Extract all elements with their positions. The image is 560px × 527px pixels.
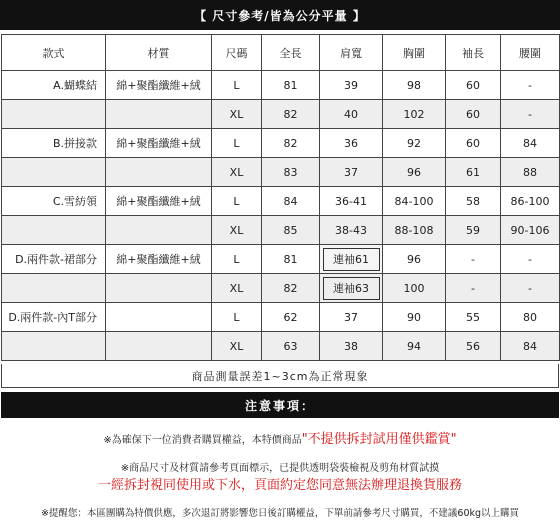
cell-chest: 96	[383, 158, 446, 187]
cell-shoulder: 38	[320, 332, 383, 361]
cell-shoulder: 連袖61	[320, 245, 383, 274]
table-row	[2, 216, 560, 245]
cell-style	[2, 216, 106, 245]
cell-chest: 98	[383, 71, 446, 100]
cell-sleeve: 60	[446, 100, 501, 129]
cell-material	[106, 216, 212, 245]
cell-style	[2, 274, 106, 303]
table-row	[2, 100, 560, 129]
cell-length: 81	[262, 245, 320, 274]
cell-sleeve: 60	[446, 129, 501, 158]
cell-sleeve: 56	[446, 332, 501, 361]
cell-shoulder: 39	[320, 71, 383, 100]
notice-2-text: ※商品尺寸及材質請參考頁面標示，已提供透明袋裝檢視及剪角材質試摸	[120, 463, 440, 474]
cell-size: XL	[212, 216, 262, 245]
cell-style: B.拼接款	[2, 129, 106, 158]
notice-3-text: ※提醒您：本區團購為特價供應，多次退訂將影響您日後訂購權益，下單前請參考尺寸購買，不建議60kg以上購買	[40, 508, 520, 519]
table-row	[2, 332, 560, 361]
cell-length: 84	[262, 187, 320, 216]
measurement-note: 商品測量誤差1~3cm為正常現象	[1, 364, 559, 388]
cell-length: 63	[262, 332, 320, 361]
cell-shoulder: 連袖63	[320, 274, 383, 303]
header-style: 款式	[2, 35, 106, 71]
cell-waist: 88	[501, 158, 560, 187]
cell-material: 綿+聚酯纖維+絨	[106, 187, 212, 216]
notice-title: 注意事項：	[1, 392, 559, 418]
notice-line-1	[0, 428, 560, 447]
cell-waist: 86-100	[501, 187, 560, 216]
cell-material: 綿+聚酯纖維+絨	[106, 245, 212, 274]
cell-shoulder: 38-43	[320, 216, 383, 245]
table-header-row	[2, 35, 560, 71]
cell-shoulder: 37	[320, 158, 383, 187]
cell-waist: 80	[501, 303, 560, 332]
notice-1-text: ※為確保下一位消費者購買權益，本特價商品	[103, 435, 302, 446]
cell-length: 81	[262, 71, 320, 100]
cell-length: 82	[262, 100, 320, 129]
cell-sleeve: 61	[446, 158, 501, 187]
cell-chest: 84-100	[383, 187, 446, 216]
size-reference-title: 【 尺寸參考/皆為公分平量 】	[0, 0, 560, 30]
cell-material	[106, 100, 212, 129]
notice-1-emphasis: "不提供拆封試用僅供鑑賞"	[301, 432, 457, 447]
cell-material	[106, 274, 212, 303]
table-row	[2, 71, 560, 100]
cell-chest: 92	[383, 129, 446, 158]
cell-chest: 100	[383, 274, 446, 303]
cell-size: XL	[212, 274, 262, 303]
cell-chest: 94	[383, 332, 446, 361]
cell-material	[106, 158, 212, 187]
cell-waist: 90-106	[501, 216, 560, 245]
cell-size: L	[212, 187, 262, 216]
cell-style	[2, 158, 106, 187]
cell-style: C.雪紡領	[2, 187, 106, 216]
table-row	[2, 158, 560, 187]
cell-length: 85	[262, 216, 320, 245]
cell-style	[2, 100, 106, 129]
table-row	[2, 129, 560, 158]
cell-size: L	[212, 129, 262, 158]
table-row	[2, 303, 560, 332]
notice-2-emphasis: 一經拆封視同使用或下水，頁面約定您同意無法辦理退換貨服務	[97, 478, 462, 493]
cell-style	[2, 332, 106, 361]
cell-sleeve: 60	[446, 71, 501, 100]
cell-length: 82	[262, 129, 320, 158]
cell-material	[106, 303, 212, 332]
cell-size: XL	[212, 332, 262, 361]
cell-waist: -	[501, 274, 560, 303]
table-row	[2, 245, 560, 274]
header-chest: 胸圍	[383, 35, 446, 71]
cell-sleeve: -	[446, 245, 501, 274]
cell-size: XL	[212, 100, 262, 129]
size-table	[1, 34, 560, 361]
cell-waist: 84	[501, 332, 560, 361]
cell-style: A.蝴蝶結	[2, 71, 106, 100]
header-waist: 腰圍	[501, 35, 560, 71]
cell-style: D.兩件款-裙部分	[2, 245, 106, 274]
cell-sleeve: 55	[446, 303, 501, 332]
cell-chest: 90	[383, 303, 446, 332]
cell-style: D.兩件款-內T部分	[2, 303, 106, 332]
cell-waist: -	[501, 100, 560, 129]
header-length: 全長	[262, 35, 320, 71]
cell-length: 62	[262, 303, 320, 332]
cell-shoulder: 36-41	[320, 187, 383, 216]
header-shoulder: 肩寬	[320, 35, 383, 71]
cell-length: 83	[262, 158, 320, 187]
header-material: 材質	[106, 35, 212, 71]
cell-sleeve: 58	[446, 187, 501, 216]
cell-chest: 88-108	[383, 216, 446, 245]
table-row	[2, 187, 560, 216]
cell-size: XL	[212, 158, 262, 187]
header-size: 尺碼	[212, 35, 262, 71]
cell-size: L	[212, 303, 262, 332]
cell-waist: -	[501, 71, 560, 100]
cell-shoulder: 37	[320, 303, 383, 332]
cell-chest: 102	[383, 100, 446, 129]
cell-shoulder: 36	[320, 129, 383, 158]
header-sleeve: 袖長	[446, 35, 501, 71]
cell-length: 82	[262, 274, 320, 303]
cell-shoulder: 40	[320, 100, 383, 129]
cell-size: L	[212, 245, 262, 274]
cell-waist: -	[501, 245, 560, 274]
cell-sleeve: 59	[446, 216, 501, 245]
cell-size: L	[212, 71, 262, 100]
cell-waist: 84	[501, 129, 560, 158]
cell-material: 綿+聚酯纖維+絨	[106, 71, 212, 100]
cell-material	[106, 332, 212, 361]
cell-chest: 96	[383, 245, 446, 274]
cell-sleeve: -	[446, 274, 501, 303]
table-row	[2, 274, 560, 303]
cell-material: 綿+聚酯纖維+絨	[106, 129, 212, 158]
